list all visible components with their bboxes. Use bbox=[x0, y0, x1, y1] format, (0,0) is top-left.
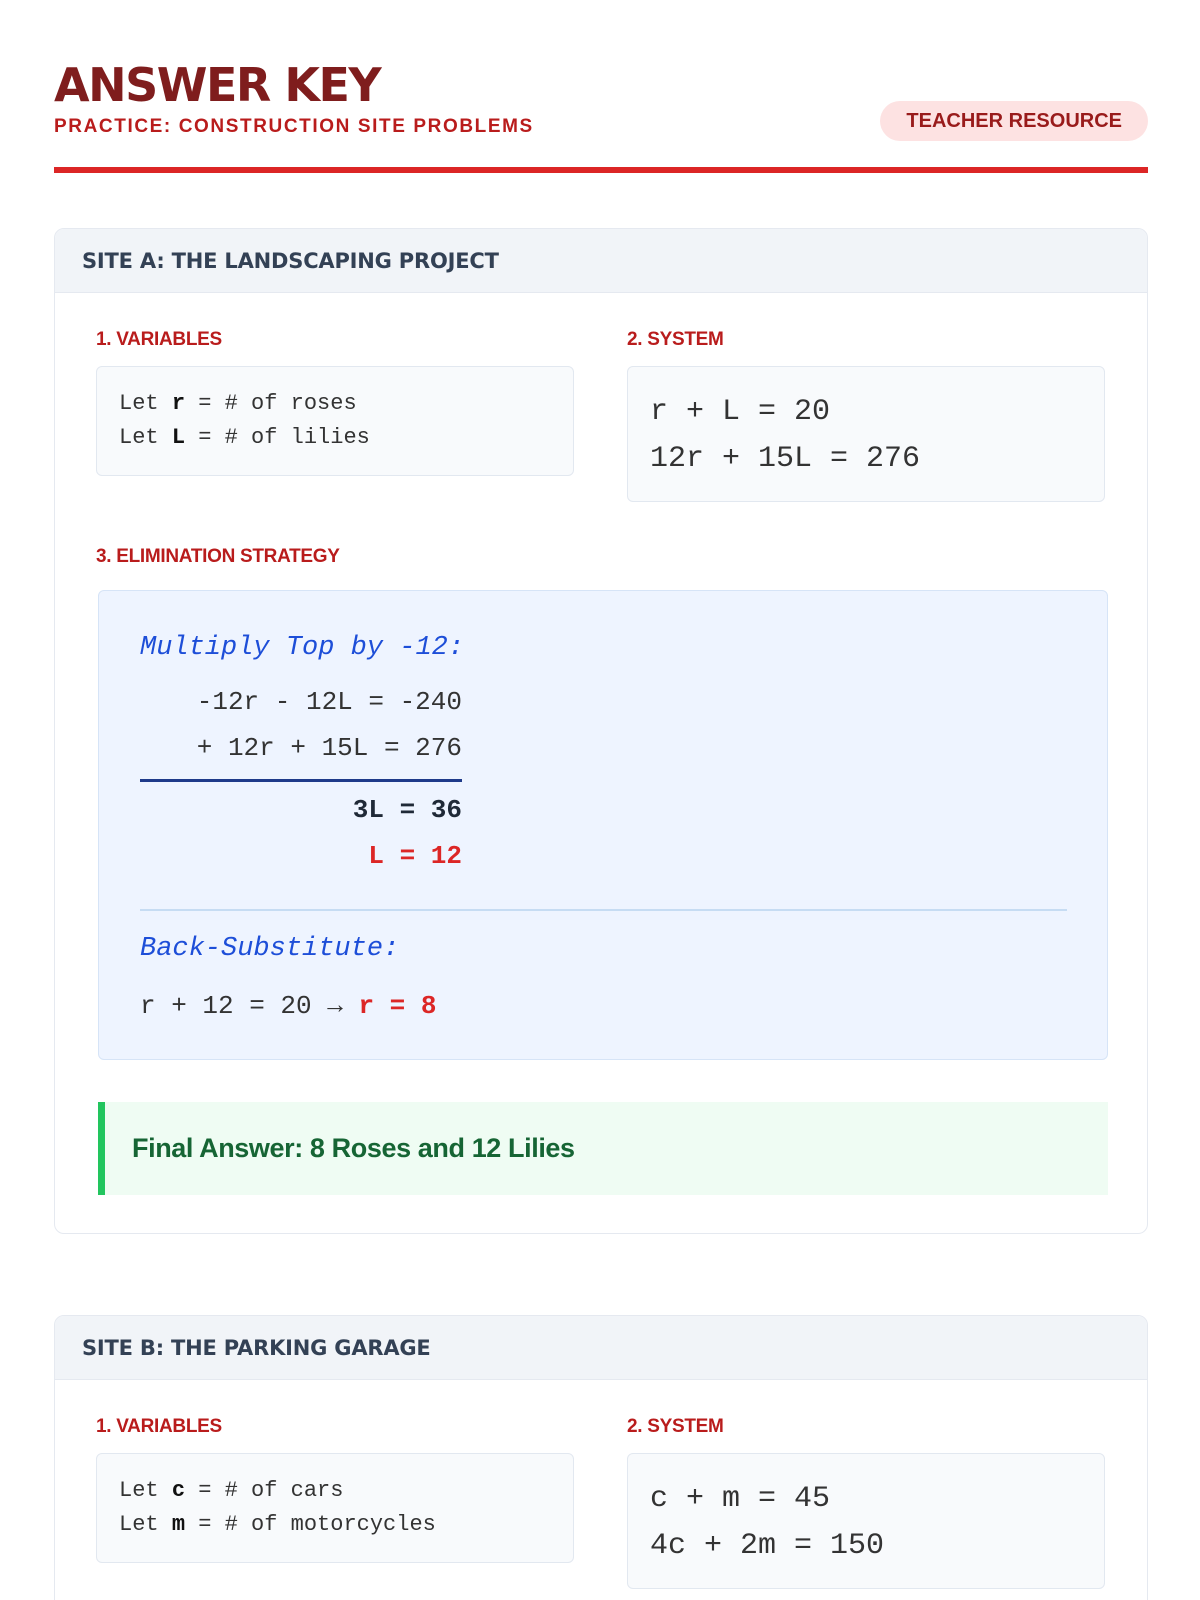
site-a-card bbox=[54, 228, 1148, 1234]
site-a-variables-box bbox=[96, 366, 574, 476]
system-equation: 4c + 2m = 150 bbox=[650, 1529, 885, 1563]
variable-line bbox=[119, 421, 573, 455]
variable-prefix: Let bbox=[119, 391, 172, 416]
variable-description: = # of roses bbox=[185, 391, 357, 416]
variable-symbol: c bbox=[171, 1478, 186, 1503]
system-equation: r + L = 20 bbox=[650, 395, 831, 429]
step1-title: Multiply Top by -12: bbox=[140, 633, 465, 663]
site-b-variables-label: 1. VARIABLES bbox=[96, 1416, 222, 1437]
back-substitute-solution: r = 8 bbox=[358, 991, 437, 1021]
system-equation: c + m = 45 bbox=[650, 1482, 831, 1516]
sum-line bbox=[140, 779, 462, 782]
variable-line bbox=[119, 1474, 573, 1508]
page-header bbox=[54, 60, 1148, 174]
variable-description: = # of lilies bbox=[185, 425, 370, 450]
final-answer: Final Answer: 8 Roses and 12 Lilies bbox=[98, 1102, 1108, 1195]
site-b-title: SITE B: THE PARKING GARAGE bbox=[55, 1316, 1147, 1380]
page-subtitle: PRACTICE: CONSTRUCTION SITE PROBLEMS bbox=[54, 116, 534, 137]
variable-description: = # of motorcycles bbox=[185, 1512, 436, 1537]
variable-symbol: L bbox=[171, 425, 186, 450]
site-b-card bbox=[54, 1315, 1148, 1600]
step2-title: Back-Substitute: bbox=[140, 934, 400, 964]
back-substitute-line bbox=[140, 991, 436, 1021]
system-equation: 12r + 15L = 276 bbox=[650, 442, 921, 476]
step-separator bbox=[140, 909, 1067, 911]
elimination-strategy-box bbox=[98, 590, 1108, 1060]
teacher-resource-badge: TEACHER RESOURCE bbox=[880, 101, 1148, 141]
variable-symbol: r bbox=[171, 391, 186, 416]
back-substitute-equation: r + 12 = 20 → bbox=[140, 991, 359, 1021]
site-b-variables-box bbox=[96, 1453, 574, 1563]
site-a-strategy-label: 3. ELIMINATION STRATEGY bbox=[96, 546, 340, 567]
variable-line bbox=[119, 1508, 573, 1542]
elimination-solution: L = 12 bbox=[368, 841, 462, 871]
elimination-equation: + 12r + 15L = 276 bbox=[196, 733, 462, 763]
variable-prefix: Let bbox=[119, 1478, 172, 1503]
site-a-title: SITE A: THE LANDSCAPING PROJECT bbox=[55, 229, 1147, 293]
site-b-system-box bbox=[627, 1453, 1105, 1589]
variable-prefix: Let bbox=[119, 425, 172, 450]
variable-line bbox=[119, 387, 573, 421]
site-b-system-label: 2. SYSTEM bbox=[627, 1416, 724, 1437]
variable-description: = # of cars bbox=[185, 1478, 344, 1503]
site-a-system-label: 2. SYSTEM bbox=[627, 329, 724, 350]
page-title: ANSWER KEY bbox=[54, 58, 381, 112]
variable-symbol: m bbox=[171, 1512, 186, 1537]
elimination-equation: -12r - 12L = -240 bbox=[196, 687, 462, 717]
variable-prefix: Let bbox=[119, 1512, 172, 1537]
site-a-variables-label: 1. VARIABLES bbox=[96, 329, 222, 350]
header-divider bbox=[54, 167, 1148, 173]
site-a-system-box bbox=[627, 366, 1105, 502]
elimination-result: 3L = 36 bbox=[352, 795, 462, 825]
